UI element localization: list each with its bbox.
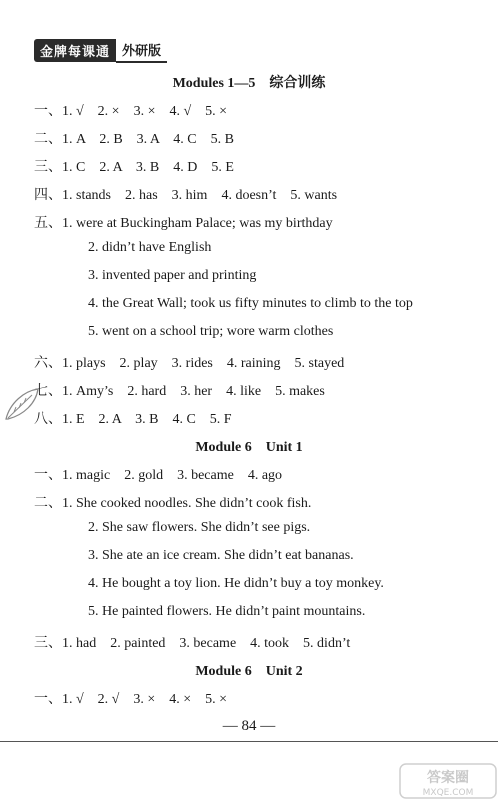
answer-row: 2. didn’t have English	[88, 240, 212, 255]
answer-row: 七、1. Amy’s 2. hard 3. her 4. like 5. makes	[34, 384, 325, 399]
answer-row: 3. invented paper and printing	[88, 268, 257, 283]
answer-row: 3. She ate an ice cream. She didn’t eat bananas.	[88, 548, 354, 563]
watermark-logo	[398, 762, 498, 800]
answer-row: 5. went on a school trip; wore warm clothes	[88, 324, 334, 339]
answer-row: 四、1. stands 2. has 3. him 4. doesn’t 5. wants	[34, 188, 338, 203]
brand-main-label: 金牌每课通	[34, 39, 116, 62]
section-heading-modules-1-5: Modules 1—5 综合训练	[172, 76, 326, 91]
answer-row: 三、1. had 2. painted 3. became 4. took 5. didn’t	[34, 636, 351, 651]
answer-row: 一、1. √ 2. × 3. × 4. √ 5. ×	[34, 104, 228, 119]
brand-sub-label: 外研版	[116, 38, 167, 63]
section-heading-module-6-unit-2: Module 6 Unit 2	[195, 664, 303, 679]
section-heading-module-6-unit-1: Module 6 Unit 1	[195, 440, 303, 455]
answer-row: 五、1. were at Buckingham Palace; was my birthday	[34, 216, 333, 231]
answer-row: 4. the Great Wall; took us fifty minutes to climb to the top	[88, 296, 413, 311]
answer-row: 三、1. C 2. A 3. B 4. D 5. E	[34, 160, 234, 175]
footer-divider	[0, 741, 498, 742]
brand-badge	[34, 40, 167, 60]
leaf-decoration-icon	[2, 385, 42, 423]
watermark-line1: 答案圈	[427, 770, 469, 786]
answer-row: 二、1. A 2. B 3. A 4. C 5. B	[34, 132, 234, 147]
answer-row: 八、1. E 2. A 3. B 4. C 5. F	[34, 412, 232, 427]
answer-row: 5. He painted flowers. He didn’t paint mountains.	[88, 604, 366, 619]
answer-row: 二、1. She cooked noodles. She didn’t cook fish.	[34, 496, 312, 511]
page-number: — 84 —	[222, 718, 276, 734]
answer-row: 六、1. plays 2. play 3. rides 4. raining 5. stayed	[34, 356, 345, 371]
answer-row: 一、1. √ 2. √ 3. × 4. × 5. ×	[34, 692, 228, 707]
answer-row: 2. She saw flowers. She didn’t see pigs.	[88, 520, 311, 535]
watermark-line2: MXQE.COM	[422, 788, 474, 798]
answer-row: 4. He bought a toy lion. He didn’t buy a toy monkey.	[88, 576, 384, 591]
answer-row: 一、1. magic 2. gold 3. became 4. ago	[34, 468, 283, 483]
